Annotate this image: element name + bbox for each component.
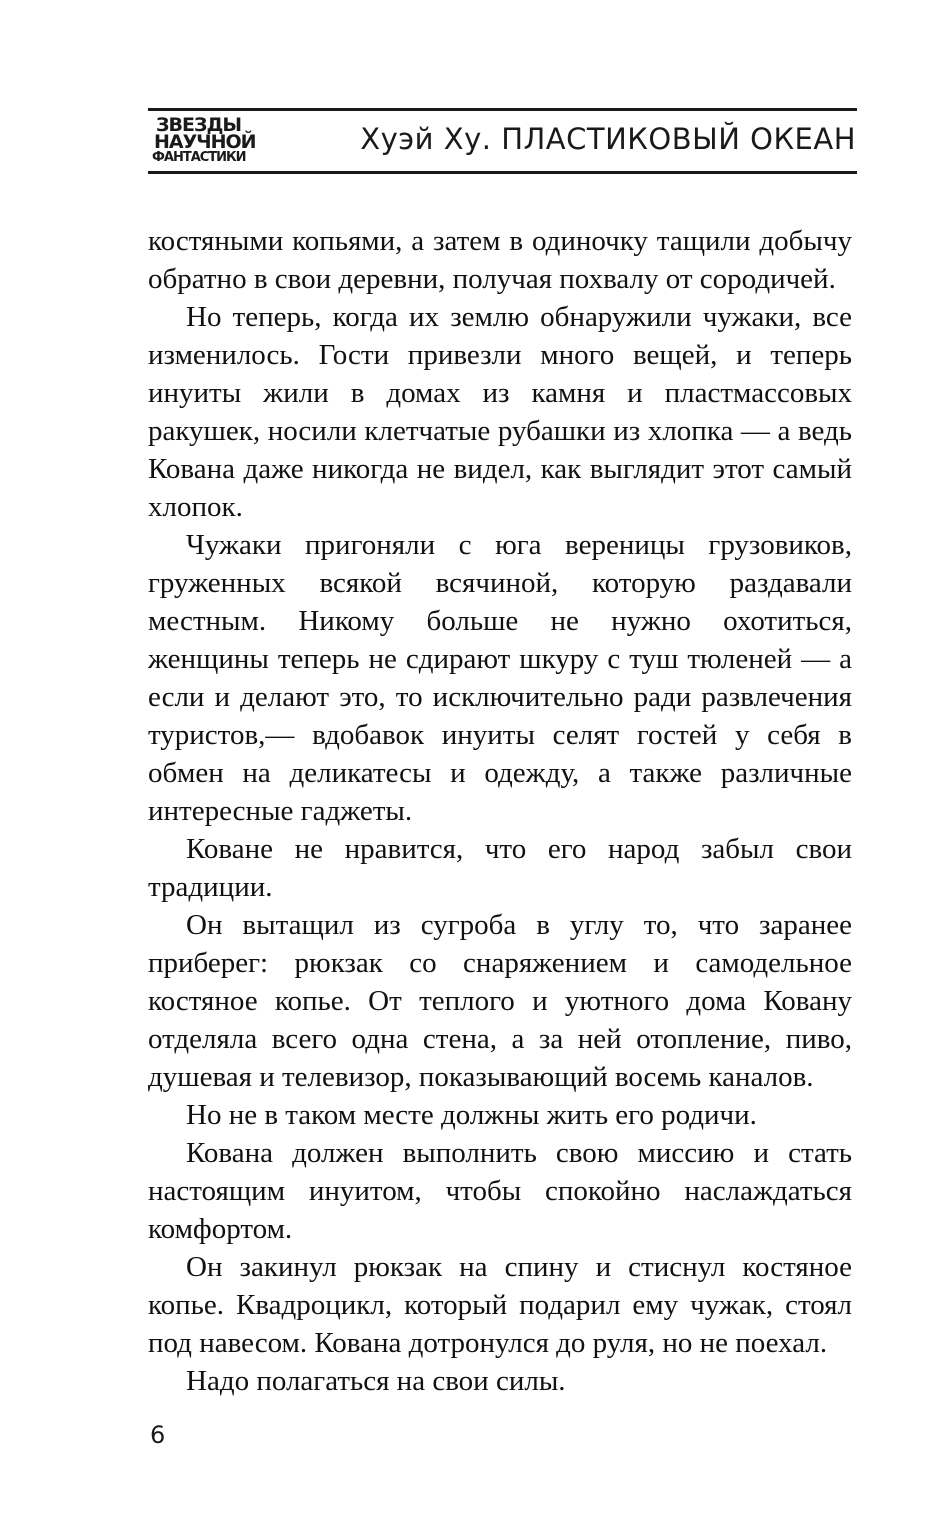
header-rule-bottom	[148, 171, 857, 174]
header-rule-top	[148, 108, 857, 111]
paragraph: Кована должен выполнить свою миссию и стать настоящим инуитом, чтобы спокойно наслаждаться комфортом.	[148, 1137, 852, 1245]
paragraph: Он вытащил из сугроба в углу то, что заранее приберег: рюкзак со снаряжением и самодельное костяное копье. От теплого и уютного дома Ковану отделяла всего одна стена, а за ней отопление, пиво, душевая и телевизор, показывающий восемь каналов.	[148, 909, 852, 1093]
paragraph: Коване не нравится, что его народ забыл свои традиции.	[148, 833, 852, 903]
logo-line-2: НАУЧНОЙ	[154, 131, 256, 153]
series-logo	[152, 116, 260, 170]
paragraph: Чужаки пригоняли с юга вереницы грузовиков, груженных всякой всячиной, которую раздавали местным. Никому больше не нужно охотиться, женщины теперь не сдирают шкуру с туш тюленей — а если и делают это, то исключительно ради развлечения туристов,— вдобавок инуиты селят гостей у себя в обмен на деликатесы и одежду, а также различные интересные гаджеты.	[148, 529, 852, 827]
paragraph: костяными копьями, а затем в одиночку тащили добычу обратно в свои деревни, получая похвалу от сородичей.	[148, 225, 852, 295]
running-head: Хуэй Ху. ПЛАСТИКОВЫЙ ОКЕАН	[360, 122, 856, 156]
page-number: 6	[150, 1421, 166, 1449]
paragraph: Он закинул рюкзак на спину и стиснул костяное копье. Квадроцикл, который подарил ему чужак, стоял под навесом. Кована дотронулся до руля, но не поехал.	[148, 1251, 852, 1359]
body-text	[148, 222, 852, 1400]
logo-line-1: ЗВЕЗДЫ	[156, 114, 242, 136]
paragraph: Надо полагаться на свои силы.	[186, 1365, 566, 1397]
logo-line-3: ФАНТАСТИКИ	[152, 150, 246, 165]
paragraph: Но теперь, когда их землю обнаружили чужаки, все изменилось. Гости привезли много вещей, и теперь инуиты жили в домах из камня и пластмассовых ракушек, носили клетчатые рубашки из хлопка — а ведь Кована даже никогда не видел, как выглядит этот самый хлопок.	[148, 301, 852, 523]
paragraph: Но не в таком месте должны жить его родичи.	[186, 1099, 757, 1131]
